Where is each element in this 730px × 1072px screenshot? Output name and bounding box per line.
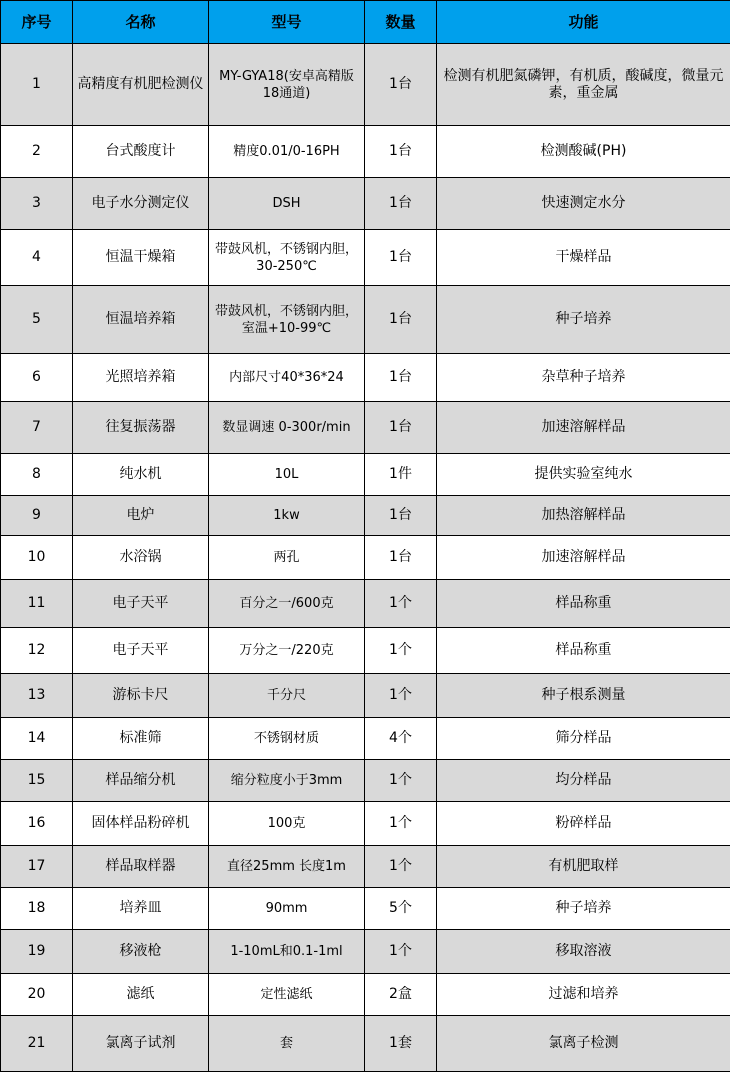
cell-function: 种子根系测量 — [437, 674, 730, 718]
cell-model: 两孔 — [209, 536, 365, 580]
cell-no: 7 — [1, 402, 73, 454]
cell-function: 检测酸碱(PH) — [437, 126, 730, 178]
cell-name: 固体样品粉碎机 — [73, 802, 209, 846]
cell-qty: 1个 — [365, 846, 437, 888]
cell-function: 种子培养 — [437, 888, 730, 930]
cell-qty: 1个 — [365, 674, 437, 718]
cell-no: 16 — [1, 802, 73, 846]
cell-qty: 1台 — [365, 354, 437, 402]
cell-no: 6 — [1, 354, 73, 402]
cell-model: 内部尺寸40*36*24 — [209, 354, 365, 402]
cell-no: 4 — [1, 230, 73, 286]
cell-model: 精度0.01/0-16PH — [209, 126, 365, 178]
cell-name: 样品缩分机 — [73, 760, 209, 802]
cell-name: 标准筛 — [73, 718, 209, 760]
cell-model: 不锈钢材质 — [209, 718, 365, 760]
table-row — [1, 628, 730, 674]
cell-model: 套 — [209, 1016, 365, 1072]
cell-function: 均分样品 — [437, 760, 730, 802]
cell-qty: 1件 — [365, 454, 437, 496]
cell-no: 15 — [1, 760, 73, 802]
cell-qty: 1个 — [365, 802, 437, 846]
cell-name: 样品取样器 — [73, 846, 209, 888]
cell-name: 培养皿 — [73, 888, 209, 930]
cell-qty: 1台 — [365, 536, 437, 580]
cell-function: 加速溶解样品 — [437, 402, 730, 454]
table-row — [1, 888, 730, 930]
cell-no: 9 — [1, 496, 73, 536]
table-row — [1, 802, 730, 846]
cell-name: 移液枪 — [73, 930, 209, 974]
cell-name: 电炉 — [73, 496, 209, 536]
cell-no: 13 — [1, 674, 73, 718]
cell-model: 1kw — [209, 496, 365, 536]
cell-function: 加速溶解样品 — [437, 536, 730, 580]
cell-no: 10 — [1, 536, 73, 580]
header-row — [1, 1, 730, 44]
cell-name: 纯水机 — [73, 454, 209, 496]
cell-name: 恒温干燥箱 — [73, 230, 209, 286]
cell-name: 光照培养箱 — [73, 354, 209, 402]
cell-function: 样品称重 — [437, 580, 730, 628]
header-qty: 数量 — [365, 1, 437, 44]
cell-no: 12 — [1, 628, 73, 674]
table-row — [1, 846, 730, 888]
cell-function: 粉碎样品 — [437, 802, 730, 846]
cell-name: 电子天平 — [73, 628, 209, 674]
cell-name: 滤纸 — [73, 974, 209, 1016]
cell-function: 移取溶液 — [437, 930, 730, 974]
cell-name: 游标卡尺 — [73, 674, 209, 718]
cell-no: 1 — [1, 44, 73, 126]
cell-qty: 1台 — [365, 286, 437, 354]
cell-qty: 1个 — [365, 930, 437, 974]
table-row — [1, 496, 730, 536]
cell-function: 氯离子检测 — [437, 1016, 730, 1072]
cell-name: 台式酸度计 — [73, 126, 209, 178]
table-row — [1, 760, 730, 802]
table-row — [1, 718, 730, 760]
cell-qty: 5个 — [365, 888, 437, 930]
table-row — [1, 674, 730, 718]
table-row — [1, 536, 730, 580]
cell-function: 检测有机肥氮磷钾，有机质，酸碱度，微量元素，重金属 — [437, 44, 730, 126]
cell-model: 1-10mL和0.1-1ml — [209, 930, 365, 974]
cell-model: 百分之一/600克 — [209, 580, 365, 628]
cell-no: 21 — [1, 1016, 73, 1072]
cell-qty: 1台 — [365, 230, 437, 286]
table-row — [1, 230, 730, 286]
cell-qty: 1个 — [365, 580, 437, 628]
cell-model: 万分之一/220克 — [209, 628, 365, 674]
cell-qty: 1个 — [365, 760, 437, 802]
cell-model: 带鼓风机，不锈钢内胆，室温+10-99℃ — [209, 286, 365, 354]
header-function: 功能 — [437, 1, 730, 44]
cell-function: 快速测定水分 — [437, 178, 730, 230]
header-no: 序号 — [1, 1, 73, 44]
table-row — [1, 286, 730, 354]
cell-model: 100克 — [209, 802, 365, 846]
cell-no: 20 — [1, 974, 73, 1016]
cell-name: 电子水分测定仪 — [73, 178, 209, 230]
table-row — [1, 126, 730, 178]
table-row — [1, 44, 730, 126]
cell-no: 3 — [1, 178, 73, 230]
cell-qty: 4个 — [365, 718, 437, 760]
table-row — [1, 454, 730, 496]
cell-qty: 1台 — [365, 44, 437, 126]
cell-qty: 1台 — [365, 496, 437, 536]
cell-model: 直径25mm 长度1m — [209, 846, 365, 888]
cell-model: 定性滤纸 — [209, 974, 365, 1016]
cell-no: 2 — [1, 126, 73, 178]
cell-model: 90mm — [209, 888, 365, 930]
table-row — [1, 974, 730, 1016]
cell-model: DSH — [209, 178, 365, 230]
table-row — [1, 1016, 730, 1072]
cell-no: 5 — [1, 286, 73, 354]
cell-function: 有机肥取样 — [437, 846, 730, 888]
table-row — [1, 354, 730, 402]
cell-model: MY-GYA18(安卓高精版18通道) — [209, 44, 365, 126]
cell-model: 千分尺 — [209, 674, 365, 718]
cell-name: 电子天平 — [73, 580, 209, 628]
table-row — [1, 930, 730, 974]
cell-no: 17 — [1, 846, 73, 888]
table-row — [1, 178, 730, 230]
cell-no: 8 — [1, 454, 73, 496]
table-row — [1, 580, 730, 628]
cell-qty: 2盒 — [365, 974, 437, 1016]
cell-function: 干燥样品 — [437, 230, 730, 286]
cell-qty: 1台 — [365, 178, 437, 230]
cell-name: 恒温培养箱 — [73, 286, 209, 354]
cell-no: 14 — [1, 718, 73, 760]
cell-function: 筛分样品 — [437, 718, 730, 760]
cell-qty: 1台 — [365, 126, 437, 178]
cell-function: 种子培养 — [437, 286, 730, 354]
cell-model: 带鼓风机，不锈钢内胆，30-250℃ — [209, 230, 365, 286]
header-name: 名称 — [73, 1, 209, 44]
cell-model: 10L — [209, 454, 365, 496]
cell-function: 加热溶解样品 — [437, 496, 730, 536]
cell-name: 氯离子试剂 — [73, 1016, 209, 1072]
cell-name: 水浴锅 — [73, 536, 209, 580]
cell-function: 杂草种子培养 — [437, 354, 730, 402]
cell-name: 往复振荡器 — [73, 402, 209, 454]
cell-no: 11 — [1, 580, 73, 628]
cell-qty: 1套 — [365, 1016, 437, 1072]
cell-no: 18 — [1, 888, 73, 930]
cell-function: 过滤和培养 — [437, 974, 730, 1016]
header-model: 型号 — [209, 1, 365, 44]
cell-function: 提供实验室纯水 — [437, 454, 730, 496]
cell-name: 高精度有机肥检测仪 — [73, 44, 209, 126]
cell-function: 样品称重 — [437, 628, 730, 674]
cell-qty: 1个 — [365, 628, 437, 674]
cell-model: 数显调速 0-300r/min — [209, 402, 365, 454]
cell-model: 缩分粒度小于3mm — [209, 760, 365, 802]
cell-no: 19 — [1, 930, 73, 974]
table-row — [1, 402, 730, 454]
cell-qty: 1台 — [365, 402, 437, 454]
